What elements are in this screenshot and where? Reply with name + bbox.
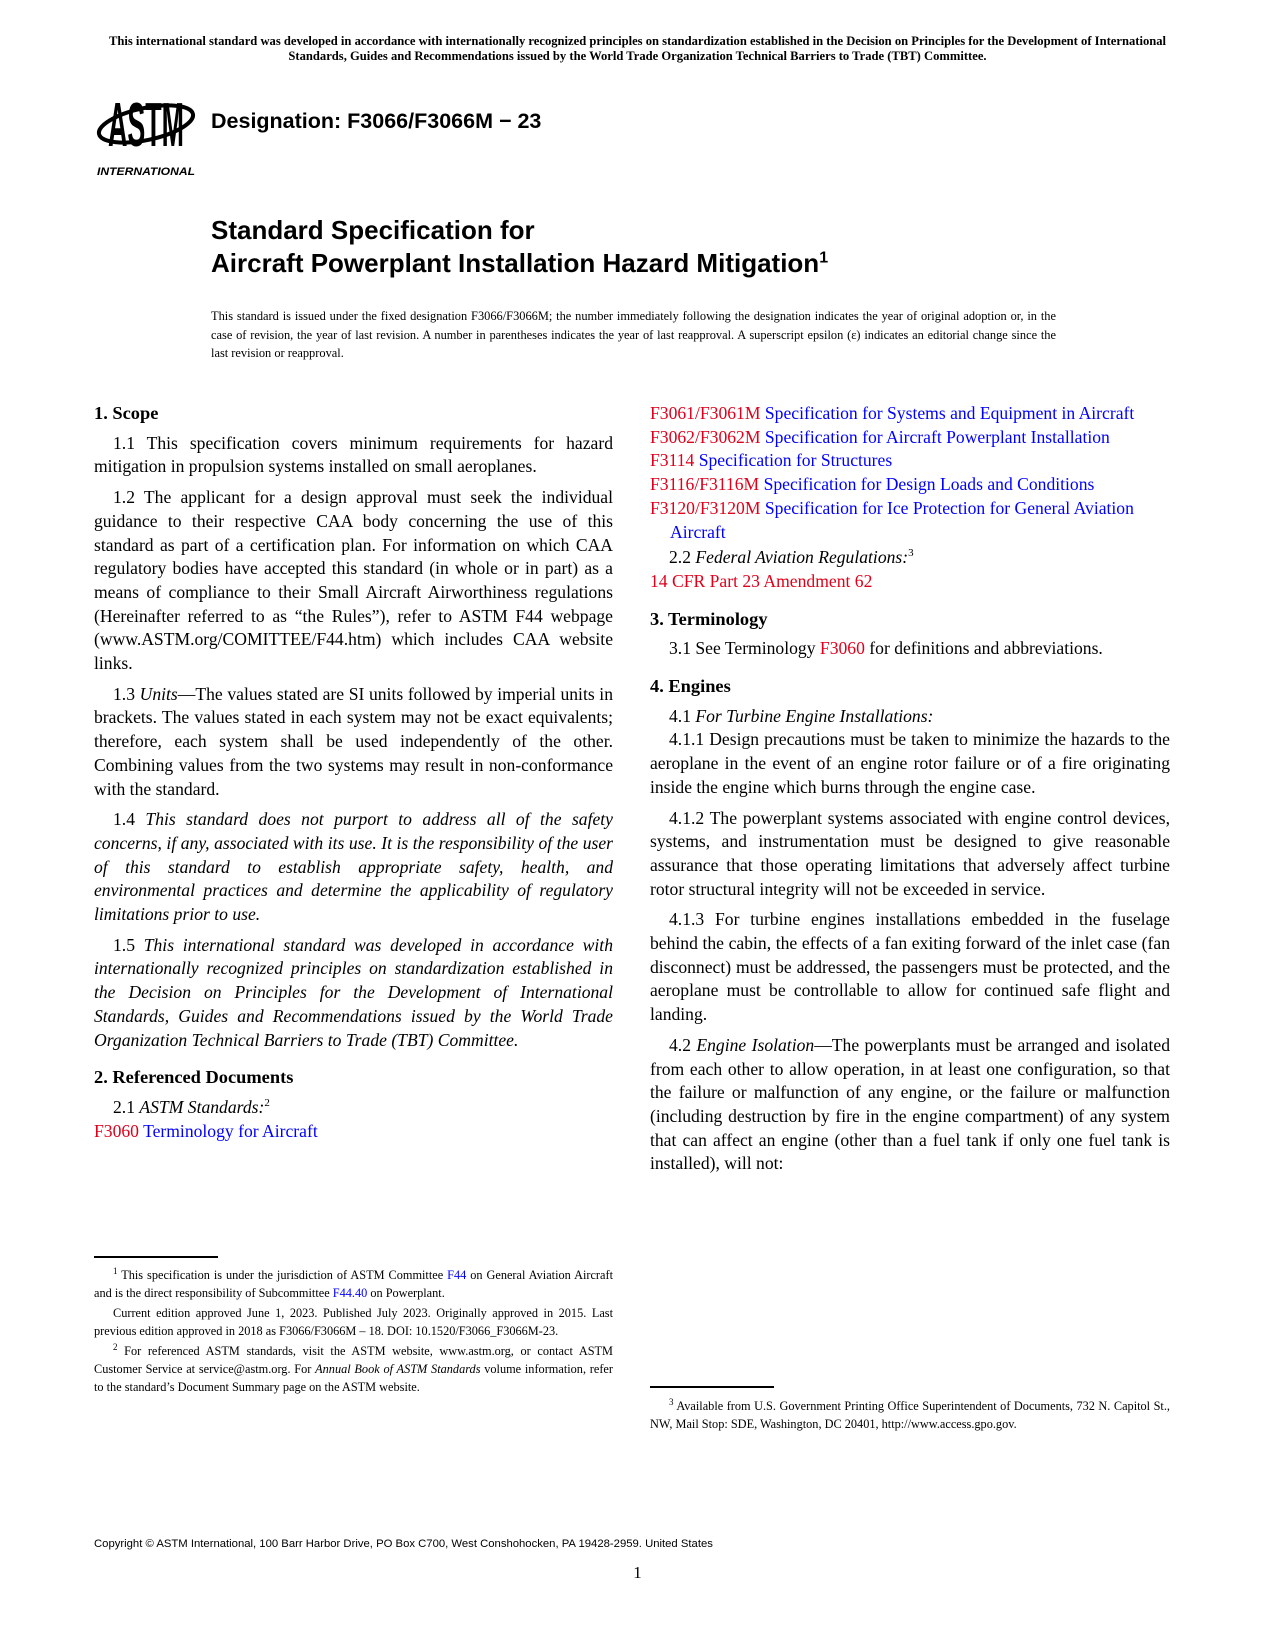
reference-link[interactable]: 14 CFR Part 23 Amendment 62 bbox=[650, 570, 873, 591]
footnote-divider bbox=[650, 1386, 774, 1388]
referenced-document bbox=[650, 449, 1170, 473]
text-run: 1.4 bbox=[113, 809, 146, 830]
footnote-mark: 1 bbox=[113, 1265, 118, 1276]
paragraph bbox=[94, 432, 613, 479]
text-run: This specification is under the jurisdiction of ASTM Committee bbox=[117, 1268, 448, 1282]
title-line-1: Standard Specification for bbox=[211, 215, 535, 245]
reference-link[interactable]: Specification for Ice Protection for General Aviation Aircraft bbox=[670, 497, 1134, 542]
referenced-document bbox=[650, 473, 1170, 497]
text-run: Engine Isolation bbox=[696, 1034, 815, 1055]
reference-link[interactable]: Terminology for Aircraft bbox=[138, 1120, 318, 1141]
footnotes-left bbox=[94, 1266, 613, 1398]
text-run: 3. Terminology bbox=[650, 608, 768, 629]
footnote-mark: 2 bbox=[113, 1341, 118, 1352]
text-run: 4.1 bbox=[669, 705, 696, 726]
text-run: 1. Scope bbox=[94, 403, 159, 423]
reference-link[interactable]: Specification for Structures bbox=[694, 450, 893, 471]
text-run: 2.1 bbox=[113, 1096, 140, 1117]
paragraph bbox=[94, 934, 613, 1053]
text-run: —The values stated are SI units followed by imperial units in brackets. The values stated in each system may not be exact equivalents; therefore, each system shall be used independently of the other. Combining values from the two systems may result in non-conformance with the standard. bbox=[94, 683, 613, 799]
text-run: volume information, refer to the standard’s Document Summary page on the ASTM website. bbox=[94, 1362, 613, 1395]
referenced-document bbox=[650, 426, 1170, 450]
text-run: 1.2 The applicant for a design approval must seek the individual guidance to their respective CAA body concerning the use of this standard as part of a certification plan. For information on which CAA regulatory bodies have accepted this standard (in whole or in part) as a means of compliance to their Small Aircraft Airworthiness regulations (Hereinafter referred to as “the Rules”), refer to ASTM F44 webpage (www.ASTM.org/COMITTEE/F44.htm) which includes CAA website links. bbox=[94, 487, 613, 674]
text-run: This standard does not purport to address all of the safety concerns, if any, associated with its use. It is the responsibility of the user of this standard to establish appropriate safety, health, and environmental practices and determine the applicability of regulatory limitations prior to use. bbox=[94, 809, 613, 925]
reference-link[interactable]: F3062/F3062M bbox=[650, 426, 761, 447]
left-column bbox=[94, 402, 613, 1143]
astm-logo bbox=[94, 86, 198, 178]
text-run: on General Aviation Aircraft and is the direct responsibility of Subcommittee bbox=[94, 1268, 613, 1301]
document-title bbox=[211, 214, 828, 280]
text-run: 4.1.2 The powerplant systems associated with engine control devices, systems, and instrumentation must be designed to give reasonable assurance that those operating limitations that adversely affect turbine rotor structural integrity will not be exceeded in service. bbox=[650, 807, 1170, 899]
paragraph bbox=[650, 807, 1170, 902]
text-run: Available from U.S. Government Printing Office Superintendent of Documents, 732 N. Capitol St., NW, Mail Stop: SDE, Washington, DC 20401, http://www.access.gpo.gov. bbox=[650, 1399, 1170, 1432]
reference-link[interactable]: Specification for Design Loads and Conditions bbox=[759, 474, 1095, 495]
section-heading bbox=[94, 402, 613, 426]
reference-link[interactable]: F3061/F3061M bbox=[650, 403, 761, 423]
page-number: 1 bbox=[633, 1563, 642, 1582]
section-heading bbox=[94, 1066, 613, 1090]
referenced-document bbox=[650, 402, 1170, 426]
text-run: 2.2 bbox=[669, 547, 696, 568]
footnote-mark: 3 bbox=[908, 547, 914, 560]
reference-link[interactable]: Specification for Systems and Equipment in Aircraft bbox=[760, 403, 1135, 423]
text-run: For referenced ASTM standards, visit the ASTM website, www.astm.org, or contact ASTM Customer Service at service@astm.org. For bbox=[94, 1343, 613, 1377]
subsection-label bbox=[94, 1096, 613, 1120]
reference-link[interactable]: F44.40 bbox=[332, 1286, 368, 1301]
svg-text:INTERNATIONAL: INTERNATIONAL bbox=[97, 166, 196, 178]
svg-text:ASTM: ASTM bbox=[108, 90, 184, 161]
text-run: Annual Book of ASTM Standards bbox=[315, 1362, 481, 1377]
text-run: Units bbox=[139, 683, 178, 704]
footnote bbox=[650, 1397, 1170, 1434]
text-run: 4. Engines bbox=[650, 676, 731, 697]
subsection-label bbox=[650, 705, 1170, 729]
text-run: 2. Referenced Documents bbox=[94, 1067, 294, 1088]
text-run: 1.1 This specification covers minimum requirements for hazard mitigation in propulsion systems installed on small aeroplanes. bbox=[94, 432, 613, 477]
reference-link[interactable]: F3060 bbox=[819, 638, 865, 659]
text-run: 4.1.1 Design precautions must be taken to minimize the hazards to the aeroplane in the event of an engine rotor failure or of a fire originating inside the engine which burns through the engine case. bbox=[650, 729, 1170, 797]
footnotes-right bbox=[650, 1397, 1170, 1435]
section-heading bbox=[650, 608, 1170, 632]
footnote bbox=[94, 1304, 613, 1341]
reference-link[interactable]: F3116/F3116M bbox=[650, 474, 760, 495]
footnote bbox=[94, 1342, 613, 1397]
text-run: —The powerplants must be arranged and isolated from each other to allow operation, in at least one configuration, so that the failure or malfunction of any engine, or the failure or malfunction (including destruction by fire in the engine compartment) of any system that can affect an engine (other than a fuel tank if only one fuel tank is installed), will not: bbox=[650, 1034, 1170, 1174]
title-footnote-mark: 1 bbox=[819, 249, 829, 267]
footnote bbox=[94, 1266, 613, 1303]
text-run: on Powerplant. bbox=[367, 1286, 445, 1301]
reference-link[interactable]: Specification for Aircraft Powerplant Installation bbox=[760, 426, 1110, 447]
text-run: ASTM Standards: bbox=[139, 1096, 265, 1117]
referenced-document bbox=[94, 1120, 613, 1144]
paragraph bbox=[94, 683, 613, 802]
paragraph bbox=[650, 637, 1170, 661]
text-run: For Turbine Engine Installations: bbox=[695, 705, 934, 726]
referenced-document bbox=[650, 497, 1170, 544]
text-run: 1.5 bbox=[113, 934, 144, 955]
text-run: 4.2 bbox=[669, 1034, 697, 1055]
section-heading bbox=[650, 675, 1170, 699]
paragraph bbox=[94, 808, 613, 927]
copyright: Copyright © ASTM International, 100 Barr Harbor Drive, PO Box C700, West Conshohocken, PA 19428-2959. United States bbox=[94, 1538, 713, 1550]
paragraph bbox=[650, 1034, 1170, 1176]
reference-link[interactable]: F44 bbox=[447, 1268, 467, 1282]
title-line-2: Aircraft Powerplant Installation Hazard Mitigation bbox=[211, 248, 820, 278]
reference-link[interactable]: F3060 bbox=[94, 1120, 139, 1141]
reference-link[interactable]: F3114 bbox=[650, 450, 695, 471]
footnote-mark: 3 bbox=[669, 1396, 674, 1407]
wto-notice: This international standard was developed in accordance with internationally recognized principles on standardization established in the Decision on Principles for the Development of International Standards, Guides and Recommendations issued by the World Trade Organization Technical Barriers to Trade (TBT) Committee. bbox=[108, 34, 1167, 63]
paragraph bbox=[94, 486, 613, 676]
issued-note: This standard is issued under the fixed designation F3066/F3066M; the number immediately following the designation indicates the year of original adoption or, in the case of revision, the year of last revision. A number in parentheses indicates the year of last reapproval. A superscript epsilon (ε) indicates an editorial change since the last revision or reapproval. bbox=[211, 309, 1056, 360]
right-column bbox=[650, 402, 1170, 1183]
footnote-mark: 2 bbox=[264, 1097, 270, 1110]
subsection-label bbox=[650, 546, 1170, 570]
text-run: Federal Aviation Regulations: bbox=[695, 547, 909, 568]
designation: Designation: F3066/F3066M − 23 bbox=[211, 109, 542, 133]
reference-link[interactable]: F3120/F3120M bbox=[650, 497, 761, 518]
text-run: Current edition approved June 1, 2023. Published July 2023. Originally approved in 2015. Last previous edition approved in 2018 as F3066/F3066M – 18. DOI: 10.1520/F3066_F3066M-23. bbox=[94, 1305, 613, 1339]
referenced-document bbox=[650, 570, 1170, 594]
text-run: 3.1 See Terminology bbox=[669, 638, 820, 659]
paragraph bbox=[650, 728, 1170, 799]
text-run: 4.1.3 For turbine engines installations embedded in the fuselage behind the cabin, the effects of a fan exiting forward of the inlet case (fan disconnect) must be addressed, the passengers must be protected, and the aeroplane must be controllable to allow for continued safe flight and landing. bbox=[650, 909, 1170, 1025]
text-run: for definitions and abbreviations. bbox=[864, 638, 1103, 659]
footnote-divider bbox=[94, 1256, 218, 1258]
paragraph bbox=[650, 908, 1170, 1027]
text-run: This international standard was developed in accordance with internationally recognized principles on standardization established in the Decision on Principles for the Development of International Standards, Guides and Recommendations issued by the World Trade Organization Technical Barriers to Trade (TBT) Committee. bbox=[94, 934, 613, 1050]
text-run: 1.3 bbox=[113, 683, 140, 704]
